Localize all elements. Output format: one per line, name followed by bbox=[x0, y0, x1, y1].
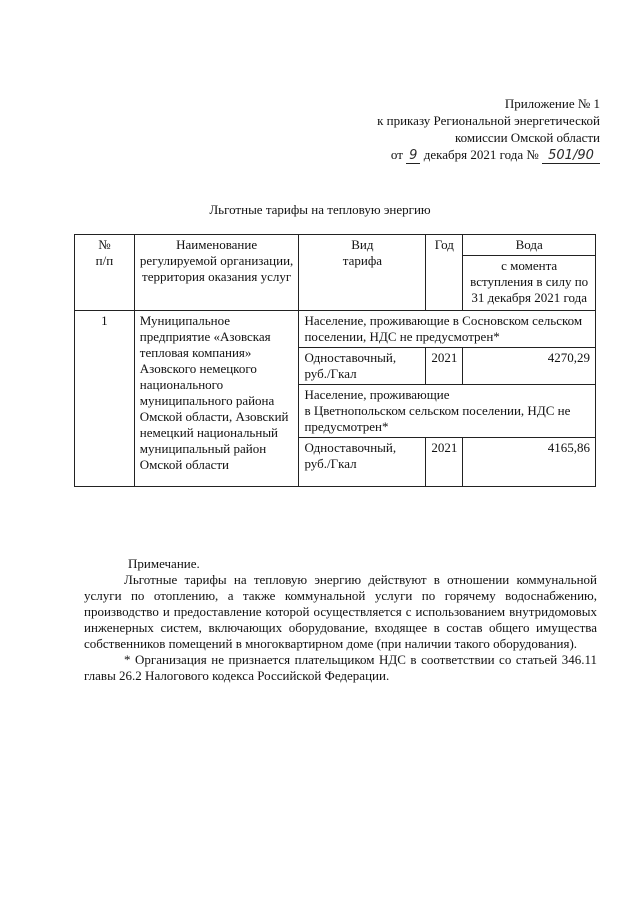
document-title: Льготные тарифы на тепловую энергию bbox=[209, 202, 431, 217]
notes-title: Примечание. bbox=[128, 556, 200, 571]
tariff-kind-2: Одноставочный, руб./Гкал bbox=[299, 438, 426, 487]
date-prefix: от bbox=[390, 147, 403, 162]
notes-section bbox=[84, 556, 597, 684]
header-kind: Вид тарифа bbox=[299, 235, 426, 311]
header-year: Год bbox=[426, 235, 463, 311]
appendix-header bbox=[377, 95, 600, 164]
tariff-year-1: 2021 bbox=[426, 348, 463, 385]
order-date-line bbox=[377, 146, 600, 164]
table-header-row bbox=[75, 235, 596, 256]
row-number: 1 bbox=[75, 311, 135, 487]
appendix-label: Приложение № 1 bbox=[504, 96, 600, 111]
order-reference: к приказу Региональной энергетической bbox=[377, 113, 600, 128]
population-group-2: Население, проживающие в Цветнопольском сельском поселении, НДС не предусмотрен* bbox=[299, 385, 596, 438]
tariff-value-2: 4165,86 bbox=[463, 438, 596, 487]
header-period: с момента вступления в силу по 31 декабря 2021 года bbox=[463, 256, 596, 311]
date-rest: декабря 2021 года № bbox=[423, 147, 539, 162]
header-num: № п/п bbox=[75, 235, 135, 311]
handwritten-day: 9 bbox=[406, 149, 420, 164]
header-water: Вода bbox=[463, 235, 596, 256]
tariff-kind-1: Одноставочный, руб./Гкал bbox=[299, 348, 426, 385]
note-paragraph-2: * Организация не признается плательщиком НДС в соответствии со статьей 346.11 главы 26.2 Налогового кодекса Российской Федерации. bbox=[84, 652, 597, 683]
commission-name: комиссии Омской области bbox=[455, 130, 600, 145]
note-paragraph-1: Льготные тарифы на тепловую энергию действуют в отношении коммунальной услуги по отоплению, а также коммунальной услуги по горячему водоснабжению, производство и предоставление которой осуществляется с использованием внутридомовых инженерных систем, включающих оборудование, входящее в состав общего имущества собственников помещений в многоквартирном доме (при наличии такого оборудования). bbox=[84, 572, 597, 651]
handwritten-order-number: 501/90 bbox=[542, 149, 600, 164]
tariff-table bbox=[74, 234, 596, 487]
population-group-1: Население, проживающие в Сосновском сельском поселении, НДС не предусмотрен* bbox=[299, 311, 596, 348]
tariff-year-2: 2021 bbox=[426, 438, 463, 487]
header-org: Наименование регулируемой организации, территория оказания услуг bbox=[134, 235, 299, 311]
org-name: Муниципальное предприятие «Азовская тепловая компания» Азовского немецкого национального муниципального района Омской области, Азовский немецкий национальный муниципальный район Омской области bbox=[134, 311, 299, 487]
table-row bbox=[75, 311, 596, 348]
tariff-value-1: 4270,29 bbox=[463, 348, 596, 385]
